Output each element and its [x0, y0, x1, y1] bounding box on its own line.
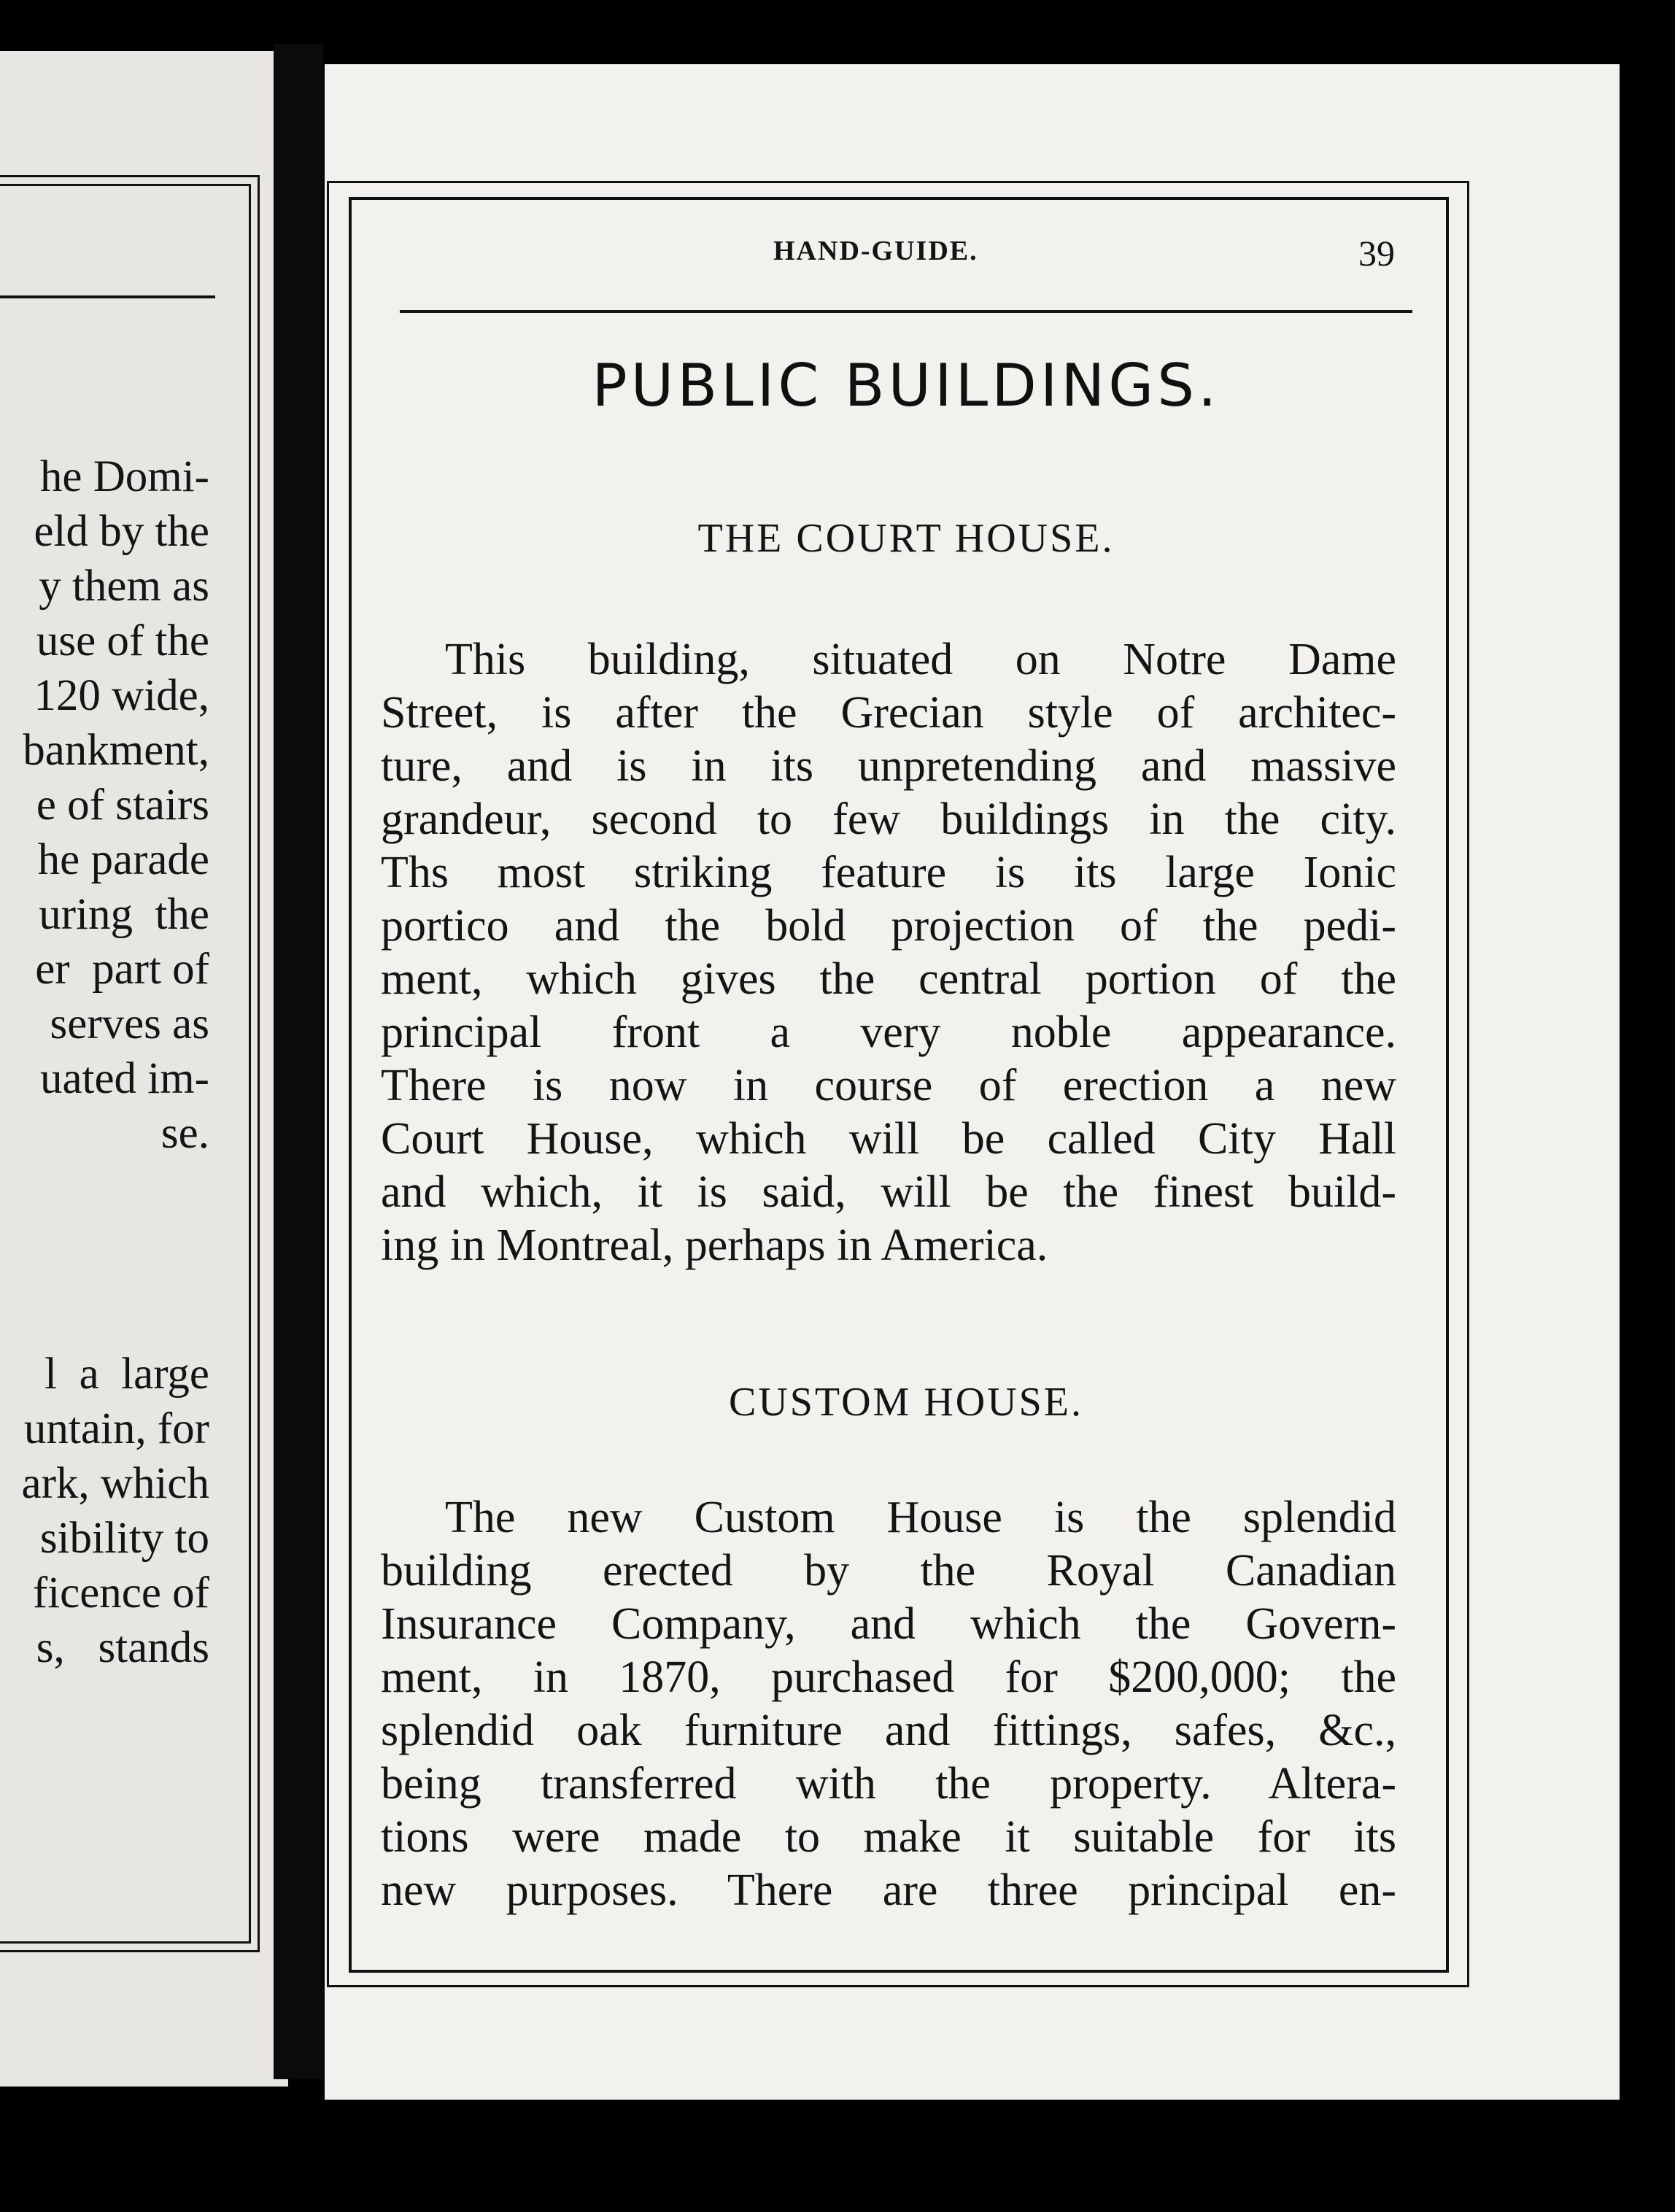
text-line: ing in Montreal, perhaps in America. — [381, 1221, 1048, 1270]
left-page-fragment — [0, 51, 288, 2087]
text-line: The new Custom House is the splendid — [445, 1493, 1396, 1542]
chapter-title: PUBLIC BUILDINGS. — [592, 352, 1221, 419]
left-line: sibility to — [39, 1514, 209, 1563]
text-line: principal front a very noble appearance. — [381, 1008, 1396, 1057]
paragraph-court-house — [381, 633, 1396, 1272]
text-line: splendid oak furniture and fittings, safes, &c., — [381, 1706, 1396, 1755]
header-rule — [400, 310, 1412, 313]
text-line: building erected by the Royal Canadian — [381, 1546, 1396, 1596]
text-line: grandeur, second to few buildings in the city. — [381, 794, 1396, 844]
paragraph-custom-house — [381, 1491, 1396, 1917]
left-line: er part of — [35, 945, 209, 994]
left-line: ark, which — [21, 1459, 209, 1508]
running-head: HAND-GUIDE. — [773, 236, 978, 266]
text-line: ment, which gives the central portion of the — [381, 954, 1396, 1004]
left-header-rule — [0, 295, 215, 298]
left-line: s, stands — [36, 1623, 209, 1672]
left-line: bankment, — [23, 726, 209, 775]
left-line: untain, for — [23, 1404, 209, 1453]
text-line: Court House, which will be called City Hall — [381, 1114, 1396, 1164]
left-line: uated im- — [39, 1054, 209, 1103]
section-heading-custom-house: CUSTOM HOUSE. — [728, 1380, 1084, 1425]
text-line: This building, situated on Notre Dame — [445, 635, 1396, 684]
text-line: portico and the bold projection of the pedi- — [381, 901, 1396, 951]
text-line: tions were made to make it suitable for its — [381, 1812, 1396, 1862]
section-heading-court-house: THE COURT HOUSE. — [697, 516, 1115, 561]
left-line: he Domi- — [39, 452, 209, 501]
left-line: se. — [160, 1109, 209, 1158]
left-line: uring the — [39, 890, 209, 939]
left-line: 120 wide, — [34, 671, 209, 720]
left-line: ficence of — [32, 1569, 209, 1617]
left-line: e of stairs — [36, 781, 209, 830]
left-line: y them as — [39, 562, 209, 611]
left-line: use of the — [36, 616, 209, 665]
left-line: l a large — [45, 1350, 209, 1399]
text-line: Insurance Company, and which the Govern- — [381, 1599, 1396, 1649]
page-number: 39 — [1358, 233, 1395, 274]
text-line: Street, is after the Grecian style of architec- — [381, 688, 1396, 738]
left-line: serves as — [50, 999, 209, 1048]
text-line: Ths most striking feature is its large Ionic — [381, 848, 1396, 897]
text-line: new purposes. There are three principal en- — [381, 1865, 1396, 1915]
text-line: There is now in course of erection a new — [381, 1061, 1396, 1110]
left-line: he parade — [37, 835, 209, 884]
text-line: and which, it is said, will be the finest build- — [381, 1167, 1396, 1217]
left-line: eld by the — [34, 507, 209, 556]
text-line: being transferred with the property. Altera- — [381, 1759, 1396, 1809]
text-line: ture, and is in its unpretending and massive — [381, 741, 1396, 791]
book-gutter — [274, 44, 323, 2079]
text-line: ment, in 1870, purchased for $200,000; the — [381, 1652, 1396, 1702]
